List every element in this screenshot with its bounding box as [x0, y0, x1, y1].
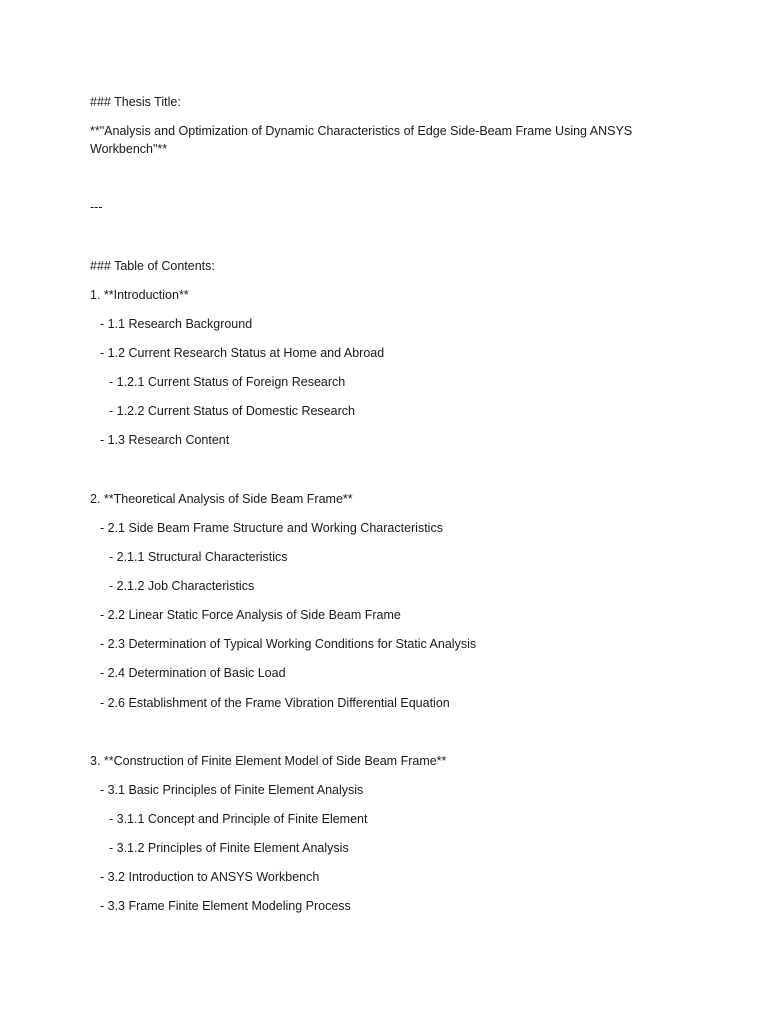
toc-item-3-1-1: - 3.1.1 Concept and Principle of Finite Element	[109, 812, 368, 826]
toc-item-1-1: - 1.1 Research Background	[100, 317, 253, 331]
toc-item-2-1-1: - 2.1.1 Structural Characteristics	[109, 550, 288, 564]
toc-item-1-3: - 1.3 Research Content	[100, 433, 230, 447]
toc-item-2-4: - 2.4 Determination of Basic Load	[100, 666, 286, 680]
thesis-title-heading: ### Thesis Title:	[90, 95, 181, 109]
toc-item-3-1: - 3.1 Basic Principles of Finite Element Analysis	[100, 783, 364, 797]
toc-heading: ### Table of Contents:	[90, 259, 215, 273]
toc-item-3-3: - 3.3 Frame Finite Element Modeling Process	[100, 899, 351, 913]
toc-item-2-1-2: - 2.1.2 Job Characteristics	[109, 579, 255, 593]
toc-item-2-6: - 2.6 Establishment of the Frame Vibration Differential Equation	[100, 696, 450, 710]
chapter-3-title: 3. **Construction of Finite Element Model of Side Beam Frame**	[90, 754, 447, 768]
toc-item-1-2-2: - 1.2.2 Current Status of Domestic Research	[109, 404, 355, 418]
toc-item-3-1-2: - 3.1.2 Principles of Finite Element Analysis	[109, 841, 349, 855]
toc-item-2-1: - 2.1 Side Beam Frame Structure and Working Characteristics	[100, 521, 443, 535]
toc-item-1-2: - 1.2 Current Research Status at Home and Abroad	[100, 346, 385, 360]
toc-item-2-3: - 2.3 Determination of Typical Working Conditions for Static Analysis	[100, 637, 477, 651]
chapter-2-title: 2. **Theoretical Analysis of Side Beam Frame**	[90, 492, 353, 506]
toc-item-3-2: - 3.2 Introduction to ANSYS Workbench	[100, 870, 320, 884]
toc-item-2-2: - 2.2 Linear Static Force Analysis of Side Beam Frame	[100, 608, 401, 622]
thesis-title: **"Analysis and Optimization of Dynamic Characteristics of Edge Side-Beam Frame Using ANSYS Workbench"**	[90, 124, 633, 156]
chapter-1-title: 1. **Introduction**	[90, 288, 189, 302]
toc-item-1-2-1: - 1.2.1 Current Status of Foreign Research	[109, 375, 346, 389]
separator: ---	[90, 200, 103, 214]
